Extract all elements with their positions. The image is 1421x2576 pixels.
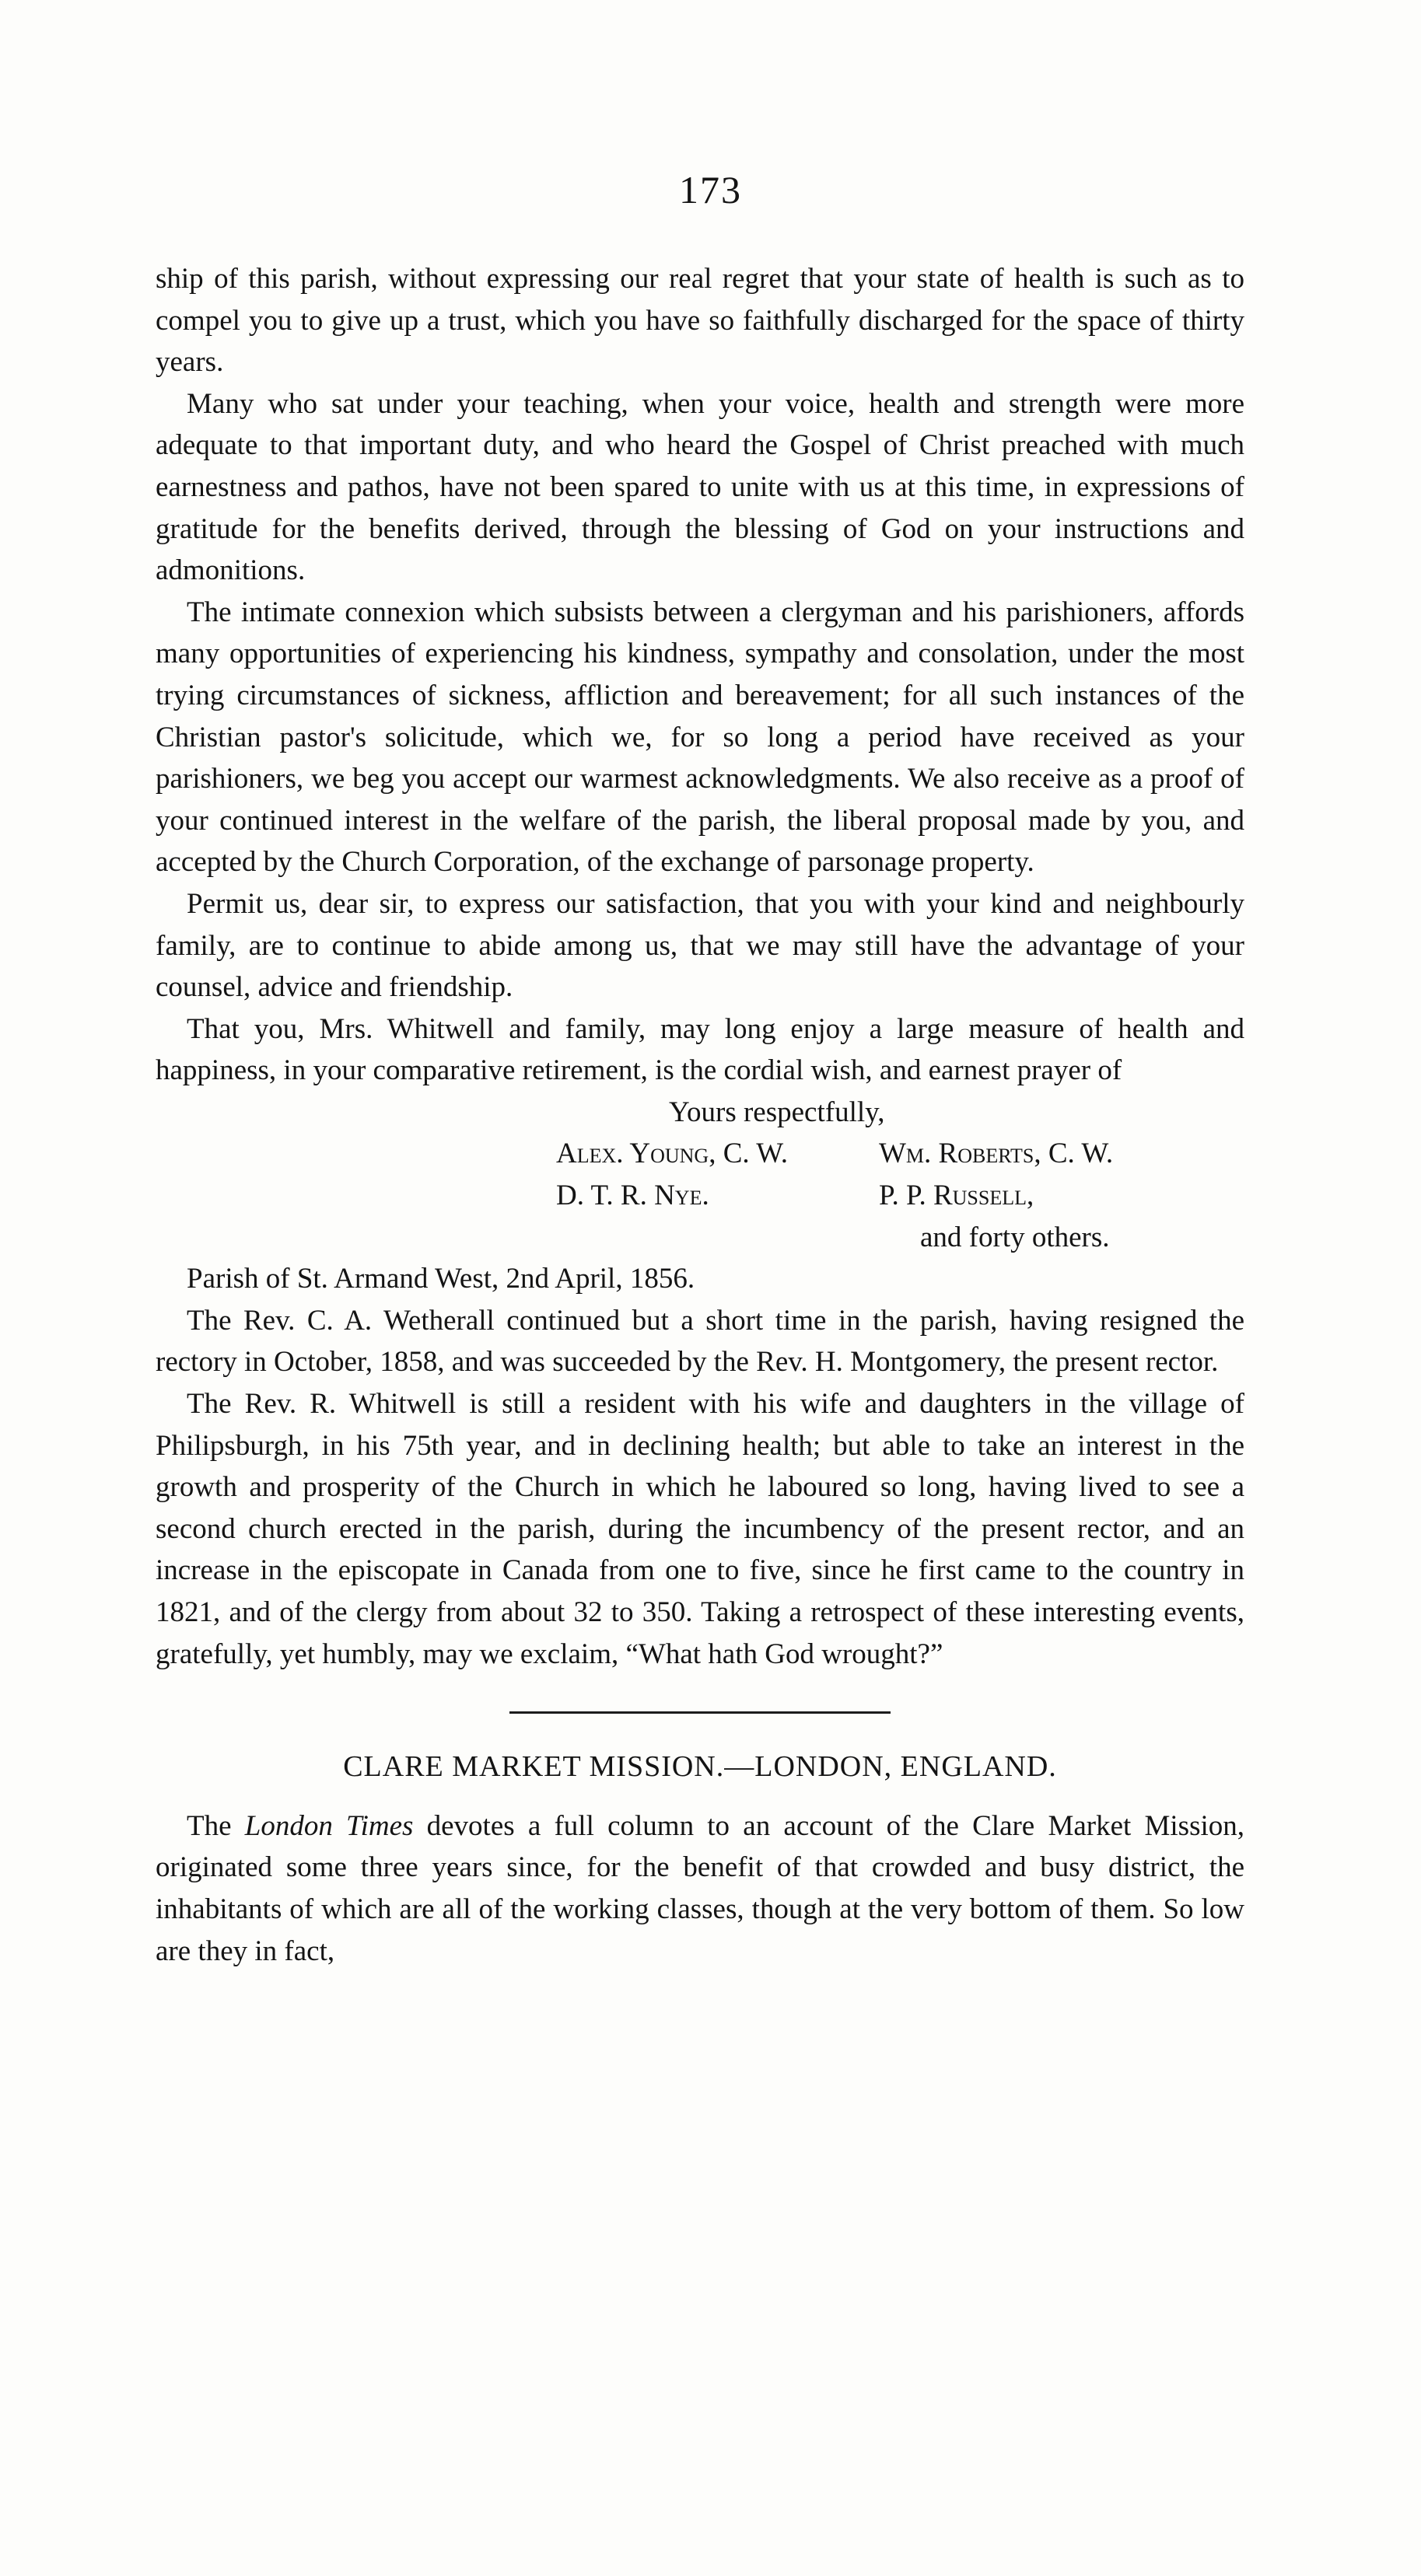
letter-paragraph-5: That you, Mrs. Whitwell and family, may long enjoy a large measure of health and happiness, in your comparative retirement, is the cordial wish, and earnest prayer of xyxy=(156,1012,1244,1087)
signature-row xyxy=(156,1175,1244,1217)
section-title: CLARE MARKET MISSION.—LONDON, ENGLAND. xyxy=(343,1750,1057,1784)
signatory: Wm. Roberts, C. W. xyxy=(879,1138,1114,1170)
page-body xyxy=(156,258,1244,1972)
letter-closing: Yours respectfully, xyxy=(669,1096,885,1128)
signatory: P. P. Russell, xyxy=(879,1180,1034,1212)
signatory: Alex. Young, C. W. xyxy=(556,1138,788,1170)
section-paragraph-rest: devotes a full column to an account of the Clare Market Mission, originated some three years since, for the benefit of that crowded and busy district, the inhabitants of which are all of the working classes, though at the very bottom of them. So low are they in fact, xyxy=(156,1809,1245,1967)
letter-paragraph-1: ship of this parish, without expressing our real regret that your state of health is such as to compel you to give up a trust, which you have so faithfully discharged for the space of thirty years. xyxy=(156,263,1244,379)
section-paragraph-lead: The xyxy=(187,1809,245,1842)
newspaper-title: London Times xyxy=(244,1809,414,1842)
letter-paragraph-4: Permit us, dear sir, to express our satisfaction, that you with your kind and neighbourly family, are to continue to abide among us, that we may still have the advantage of your counsel, advice and friendship. xyxy=(156,887,1244,1004)
page-number: 173 xyxy=(679,168,742,211)
letter-paragraph-2: Many who sat under your teaching, when your voice, health and strength were more adequate to that important duty, and who heard the Gospel of Christ preached with much earnestness and pathos, have not been spared to unite with us at this time, in expressions of gratitude for the benefits derived, through the blessing of God on your instructions and admonitions. xyxy=(156,387,1244,587)
letter-place-date: Parish of St. Armand West, 2nd April, 1856. xyxy=(187,1263,695,1295)
narrative-paragraph-2: The Rev. R. Whitwell is still a resident with his wife and daughters in the village of Philipsburgh, in his 75th year, and in declining health; but able to take an interest in the growth and prosperity of the Church in which he laboured so long, having lived to see a second church erected in the parish, during the incumbency of the present rector, and an increase in the episcopate in Canada from one to five, since he first came to the country in 1821, and of the clergy from about 32 to 350. Taking a retrospect of these interesting events, gratefully, yet humbly, may we exclaim, “What hath God wrought?” xyxy=(156,1388,1244,1670)
signature-row xyxy=(156,1133,1244,1175)
narrative-paragraph-1: The Rev. C. A. Wetherall continued but a short time in the parish, having resigned the rectory in October, 1858, and was succeeded by the Rev. H. Montgomery, the present rector. xyxy=(156,1304,1244,1379)
section-paragraph-1 xyxy=(156,1805,1244,1972)
letter-paragraph-3: The intimate connexion which subsists between a clergyman and his parishioners, affords many opportunities of experiencing his kindness, sympathy and consolation, under the most trying circumstances of sickness, affliction and bereavement; for all such instances of the Christian pastor's solicitude, which we, for so long a period have received as your parishioners, we beg you accept our warmest acknowledgments. We also receive as a proof of your continued interest in the welfare of the parish, the liberal proposal made by you, and accepted by the Church Corporation, of the exchange of parsonage property. xyxy=(156,596,1244,879)
signatory: D. T. R. Nye. xyxy=(556,1180,709,1212)
section-divider xyxy=(509,1711,891,1714)
signatory-others: and forty others. xyxy=(920,1221,1110,1253)
